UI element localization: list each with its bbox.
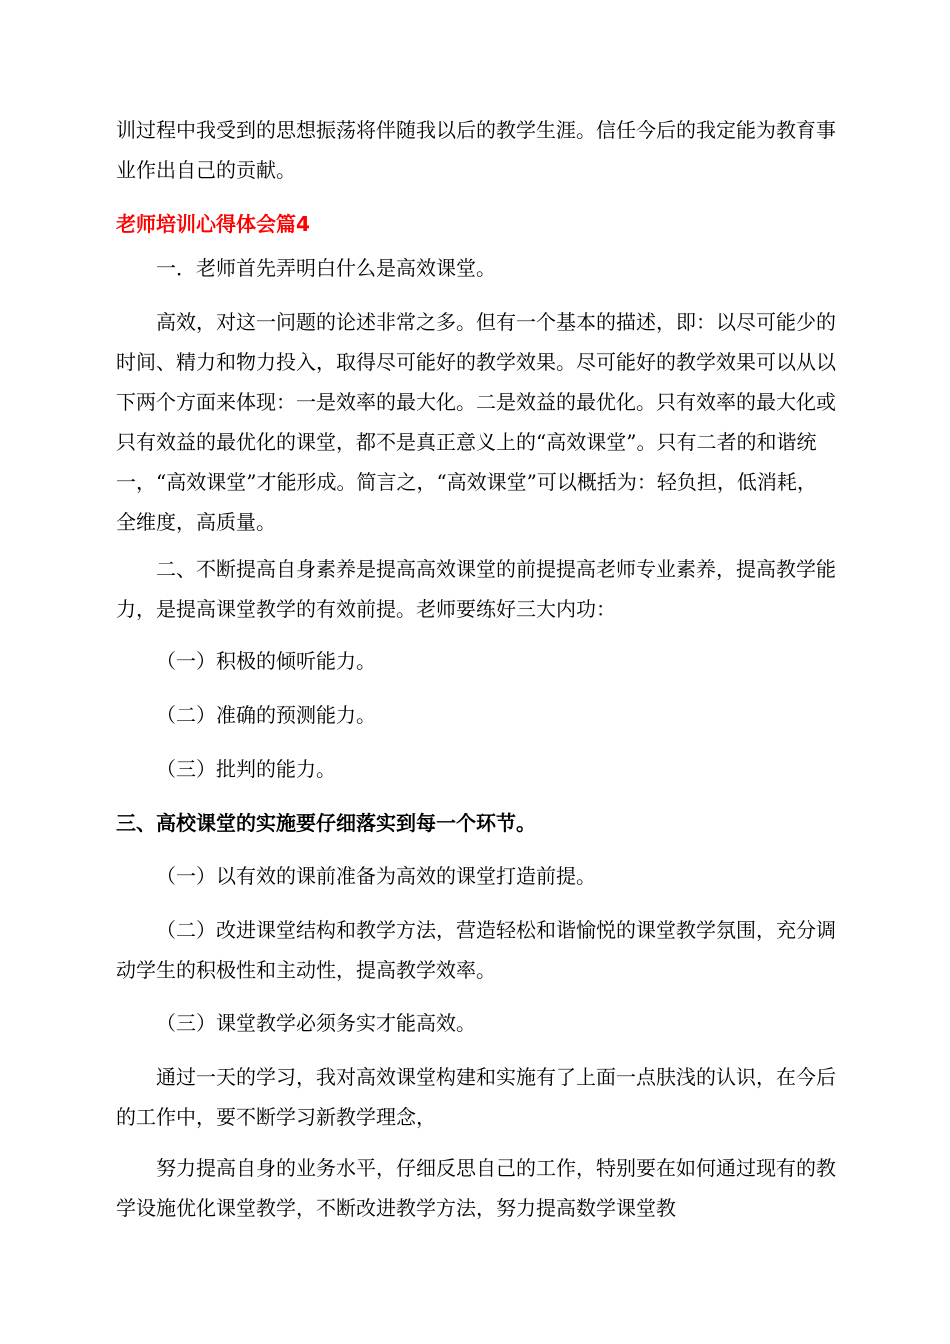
efficiency-paragraph: 高效，对这一问题的论述非常之多。但有一个基本的描述，即：以尽可能少的时间、精力和物力投入，取得尽可能好的教学效果。尽可能好的教学效果可以从以下两个方面来体现：一是效率的最大化。二是效益的最优化。只有效率的最大化或只有效益的最优化的课堂，都不是真正意义上的“高效课堂”。只有二者的和谐统一，“高效课堂”才能形成。简言之，“高效课堂”可以概括为：轻负担，低消耗，全维度，高质量。 <box>116 310 836 534</box>
section-title: 老师培训心得体会篇4 <box>116 212 310 236</box>
step-3-item: （三）课堂教学必须务实才能高效。 <box>156 1011 476 1035</box>
intro-paragraph: 训过程中我受到的思想振荡将伴随我以后的教学生涯。信任今后的我定能为教育事业作出自己的贡献。 <box>116 118 836 182</box>
point-1-paragraph: 一．老师首先弄明白什么是高效课堂。 <box>156 256 496 280</box>
point-3-heading: 三、高校课堂的实施要仔细落实到每一个环节。 <box>116 811 536 835</box>
skill-1-item: （一）积极的倾听能力。 <box>156 649 376 673</box>
point-2-paragraph: 二、不断提高自身素养是提高高效课堂的前提提高老师专业素养，提高教学能力，是提高课堂教学的有效前提。老师要练好三大内功： <box>116 557 836 621</box>
step-2-item: （二）改进课堂结构和教学方法，营造轻松和谐愉悦的课堂教学氛围，充分调动学生的积极性和主动性，提高教学效率。 <box>116 918 836 982</box>
closing-paragraph: 努力提高自身的业务水平，仔细反思自己的工作，特别要在如何通过现有的教学设施优化课堂教学，不断改进教学方法，努力提高数学课堂教 <box>116 1156 836 1220</box>
skill-3-item: （三）批判的能力。 <box>156 757 336 781</box>
summary-paragraph: 通过一天的学习，我对高效课堂构建和实施有了上面一点肤浅的认识，在今后的工作中，要不断学习新教学理念， <box>116 1065 836 1129</box>
step-1-item: （一）以有效的课前准备为高效的课堂打造前提。 <box>156 864 596 888</box>
skill-2-item: （二）准确的预测能力。 <box>156 703 376 727</box>
